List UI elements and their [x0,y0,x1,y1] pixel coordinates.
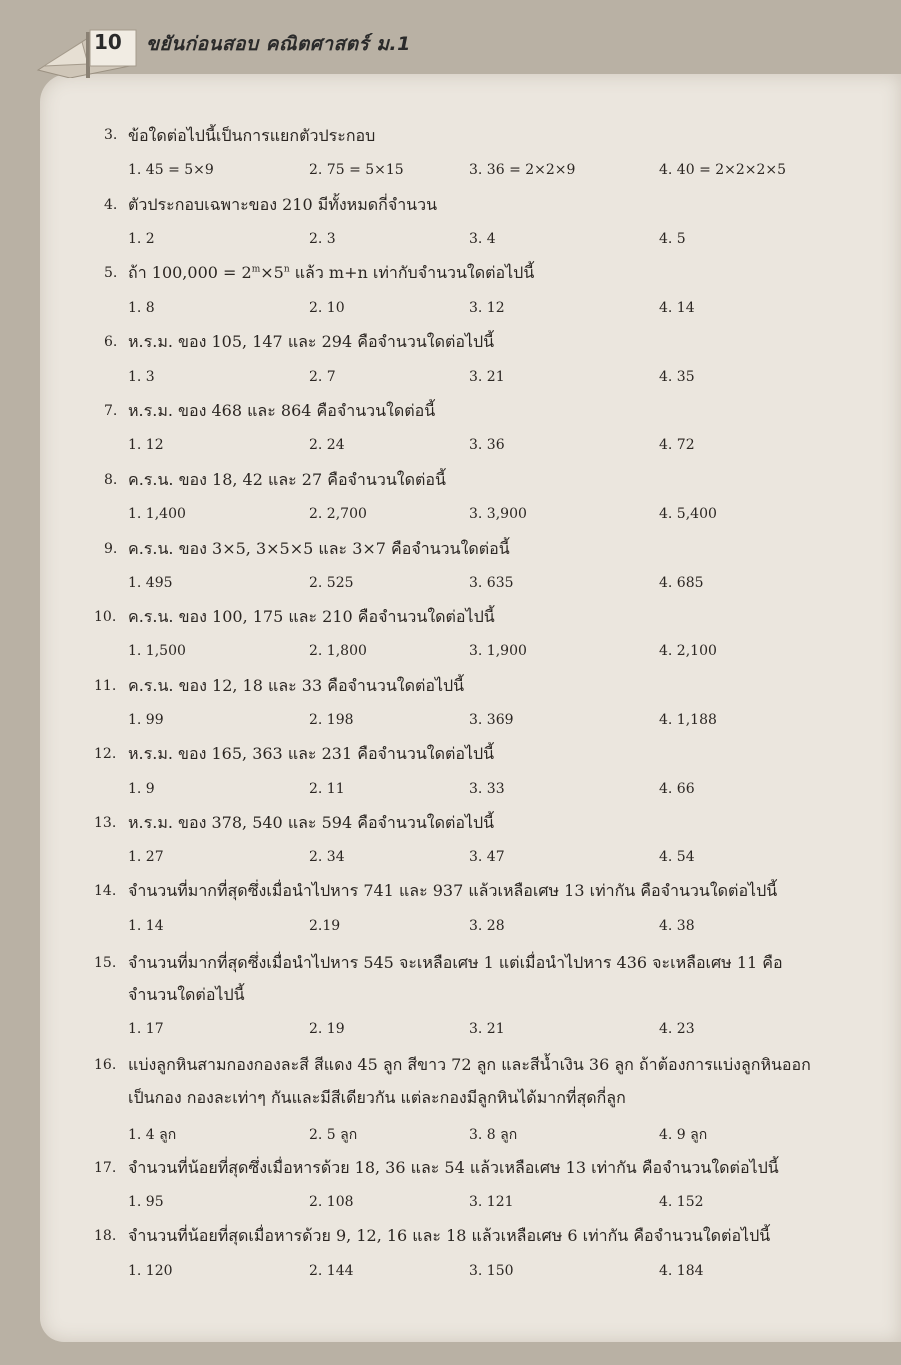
question-text: ตัวประกอบเฉพาะของ 210 มีทั้งหมดกี่จำนวน [128,195,438,214]
question-text: แบ่งลูกหินสามกองกองละสี สีแดง 45 ลูก สีขาว 72 ลูก และสีน้ำเงิน 36 ลูก ถ้าต้องการแบ่งลูกหินออก [128,1055,811,1074]
answer-option[interactable]: 4. 2,100 [659,643,717,659]
answer-option[interactable]: 2. 1,800 [309,643,367,659]
answer-option[interactable]: 3. 8 ลูก [469,1127,518,1143]
answer-option[interactable]: 2. 3 [309,231,336,247]
answer-option[interactable]: 4. 40 = 2×2×2×5 [659,162,787,178]
answer-option[interactable]: 4. 72 [659,437,695,453]
question-text [128,261,534,286]
exponent: n [283,264,290,275]
answer-option[interactable]: 2.19 [309,918,341,934]
answer-option[interactable]: 1. 14 [128,918,164,934]
answer-option[interactable]: 1. 8 [128,300,155,316]
answer-option[interactable]: 3. 4 [469,231,496,247]
question-text: ข้อใดต่อไปนี้เป็นการแยกตัวประกอบ [128,126,376,145]
answer-option[interactable]: 4. 54 [659,849,695,865]
answer-option[interactable]: 1. 9 [128,781,155,797]
question-number: 18. [94,1228,117,1244]
answer-option[interactable]: 3. 47 [469,849,505,865]
question-text: ห.ร.ม. ของ 165, 363 และ 231 คือจำนวนใดต่อไปนี้ [128,744,495,763]
answer-option[interactable]: 4. 23 [659,1021,695,1037]
answer-option[interactable]: 1. 3 [128,369,155,385]
text-part: แล้ว m+n เท่ากับจำนวนใดต่อไปนี้ [289,263,535,282]
answer-option[interactable]: 1. 2 [128,231,155,247]
answer-option[interactable]: 3. 36 = 2×2×9 [469,162,576,178]
answer-option[interactable]: 4. 14 [659,300,695,316]
answer-option[interactable]: 2. 2,700 [309,506,367,522]
question-text-continued: เป็นกอง กองละเท่าๆ กันและมีสีเดียวกัน แต่ละกองมีลูกหินได้มากที่สุดกี่ลูก [128,1088,626,1107]
question-number: 17. [94,1160,117,1176]
question-text: จำนวนที่มากที่สุดซึ่งเมื่อนำไปหาร 545 จะเหลือเศษ 1 แต่เมื่อนำไปหาร 436 จะเหลือเศษ 11 คือ [128,953,783,972]
question-text: จำนวนที่มากที่สุดซึ่งเมื่อนำไปหาร 741 และ 937 แล้วเหลือเศษ 13 เท่ากัน คือจำนวนใดต่อไปนี้ [128,881,778,900]
text-part: ×5 [260,263,284,282]
answer-option[interactable]: 2. 34 [309,849,345,865]
question-text: ค.ร.น. ของ 3×5, 3×5×5 และ 3×7 คือจำนวนใดต่อนี้ [128,539,510,558]
answer-option[interactable]: 4. 66 [659,781,695,797]
question-text: ค.ร.น. ของ 18, 42 และ 27 คือจำนวนใดต่อนี้ [128,470,446,489]
question-text: ค.ร.น. ของ 100, 175 และ 210 คือจำนวนใดต่อไปนี้ [128,607,495,626]
answer-option[interactable]: 1. 45 = 5×9 [128,162,214,178]
answer-option[interactable]: 3. 1,900 [469,643,527,659]
answer-option[interactable]: 3. 121 [469,1194,514,1210]
answer-option[interactable]: 1. 99 [128,712,164,728]
answer-option[interactable]: 1. 120 [128,1263,173,1279]
question-text: ห.ร.ม. ของ 378, 540 และ 594 คือจำนวนใดต่อไปนี้ [128,813,495,832]
answer-option[interactable]: 3. 3,900 [469,506,527,522]
answer-option[interactable]: 3. 12 [469,300,505,316]
answer-option[interactable]: 2. 198 [309,712,354,728]
question-number: 8. [104,472,118,488]
answer-option[interactable]: 3. 36 [469,437,505,453]
answer-option[interactable]: 1. 1,400 [128,506,186,522]
answer-option[interactable]: 1. 95 [128,1194,164,1210]
question-number: 11. [94,678,117,694]
question-number: 5. [104,265,118,281]
answer-option[interactable]: 1. 27 [128,849,164,865]
answer-option[interactable]: 1. 17 [128,1021,164,1037]
answer-option[interactable]: 2. 11 [309,781,345,797]
exponent: m [251,264,261,275]
question-number: 10. [94,609,117,625]
question-text: จำนวนที่น้อยที่สุดเมื่อหารด้วย 9, 12, 16 และ 18 แล้วเหลือเศษ 6 เท่ากัน คือจำนวนใดต่อไปนี้ [128,1226,771,1245]
answer-option[interactable]: 2. 75 = 5×15 [309,162,404,178]
question-number: 4. [104,197,118,213]
question-number: 13. [94,815,117,831]
answer-option[interactable]: 1. 12 [128,437,164,453]
answer-option[interactable]: 3. 150 [469,1263,514,1279]
answer-option[interactable]: 4. 35 [659,369,695,385]
question-number: 7. [104,403,118,419]
answer-option[interactable]: 3. 21 [469,369,505,385]
question-number: 3. [104,127,118,143]
answer-option[interactable]: 4. 5 [659,231,686,247]
question-number: 6. [104,334,118,350]
question-text: ค.ร.น. ของ 12, 18 และ 33 คือจำนวนใดต่อไปนี้ [128,676,465,695]
answer-option[interactable]: 1. 495 [128,575,173,591]
answer-option[interactable]: 4. 184 [659,1263,704,1279]
question-text-continued: จำนวนใดต่อไปนี้ [128,985,245,1004]
answer-option[interactable]: 2. 108 [309,1194,354,1210]
answer-option[interactable]: 2. 7 [309,369,336,385]
answer-option[interactable]: 4. 38 [659,918,695,934]
question-number: 16. [94,1057,117,1073]
answer-option[interactable]: 2. 24 [309,437,345,453]
question-text: จำนวนที่น้อยที่สุดซึ่งเมื่อหารด้วย 18, 36 และ 54 แล้วเหลือเศษ 13 เท่ากัน คือจำนวนใดต่อไปนี้ [128,1158,779,1177]
answer-option[interactable]: 2. 525 [309,575,354,591]
answer-option[interactable]: 4. 685 [659,575,704,591]
answer-option[interactable]: 3. 33 [469,781,505,797]
question-number: 14. [94,883,117,899]
answer-option[interactable]: 1. 1,500 [128,643,186,659]
answer-option[interactable]: 2. 10 [309,300,345,316]
question-number: 15. [94,955,117,971]
answer-option[interactable]: 3. 635 [469,575,514,591]
answer-option[interactable]: 2. 19 [309,1021,345,1037]
question-number: 9. [104,541,118,557]
answer-option[interactable]: 4. 1,188 [659,712,717,728]
answer-option[interactable]: 4. 9 ลูก [659,1127,708,1143]
book-title: ขยันก่อนสอบ คณิตศาสตร์ ม.1 [146,33,411,55]
answer-option[interactable]: 3. 369 [469,712,514,728]
text-part: ถ้า 100,000 = 2 [128,263,252,282]
answer-option[interactable]: 4. 152 [659,1194,704,1210]
question-text: ห.ร.ม. ของ 468 และ 864 คือจำนวนใดต่อนี้ [128,401,436,420]
answer-option[interactable]: 3. 28 [469,918,505,934]
answer-option[interactable]: 2. 144 [309,1263,354,1279]
answer-option[interactable]: 2. 5 ลูก [309,1127,358,1143]
answer-option[interactable]: 1. 4 ลูก [128,1127,177,1143]
page-number: 10 [94,30,122,54]
question-number: 12. [94,746,117,762]
answer-option[interactable]: 3. 21 [469,1021,505,1037]
question-text: ห.ร.ม. ของ 105, 147 และ 294 คือจำนวนใดต่อไปนี้ [128,332,495,351]
answer-option[interactable]: 4. 5,400 [659,506,717,522]
